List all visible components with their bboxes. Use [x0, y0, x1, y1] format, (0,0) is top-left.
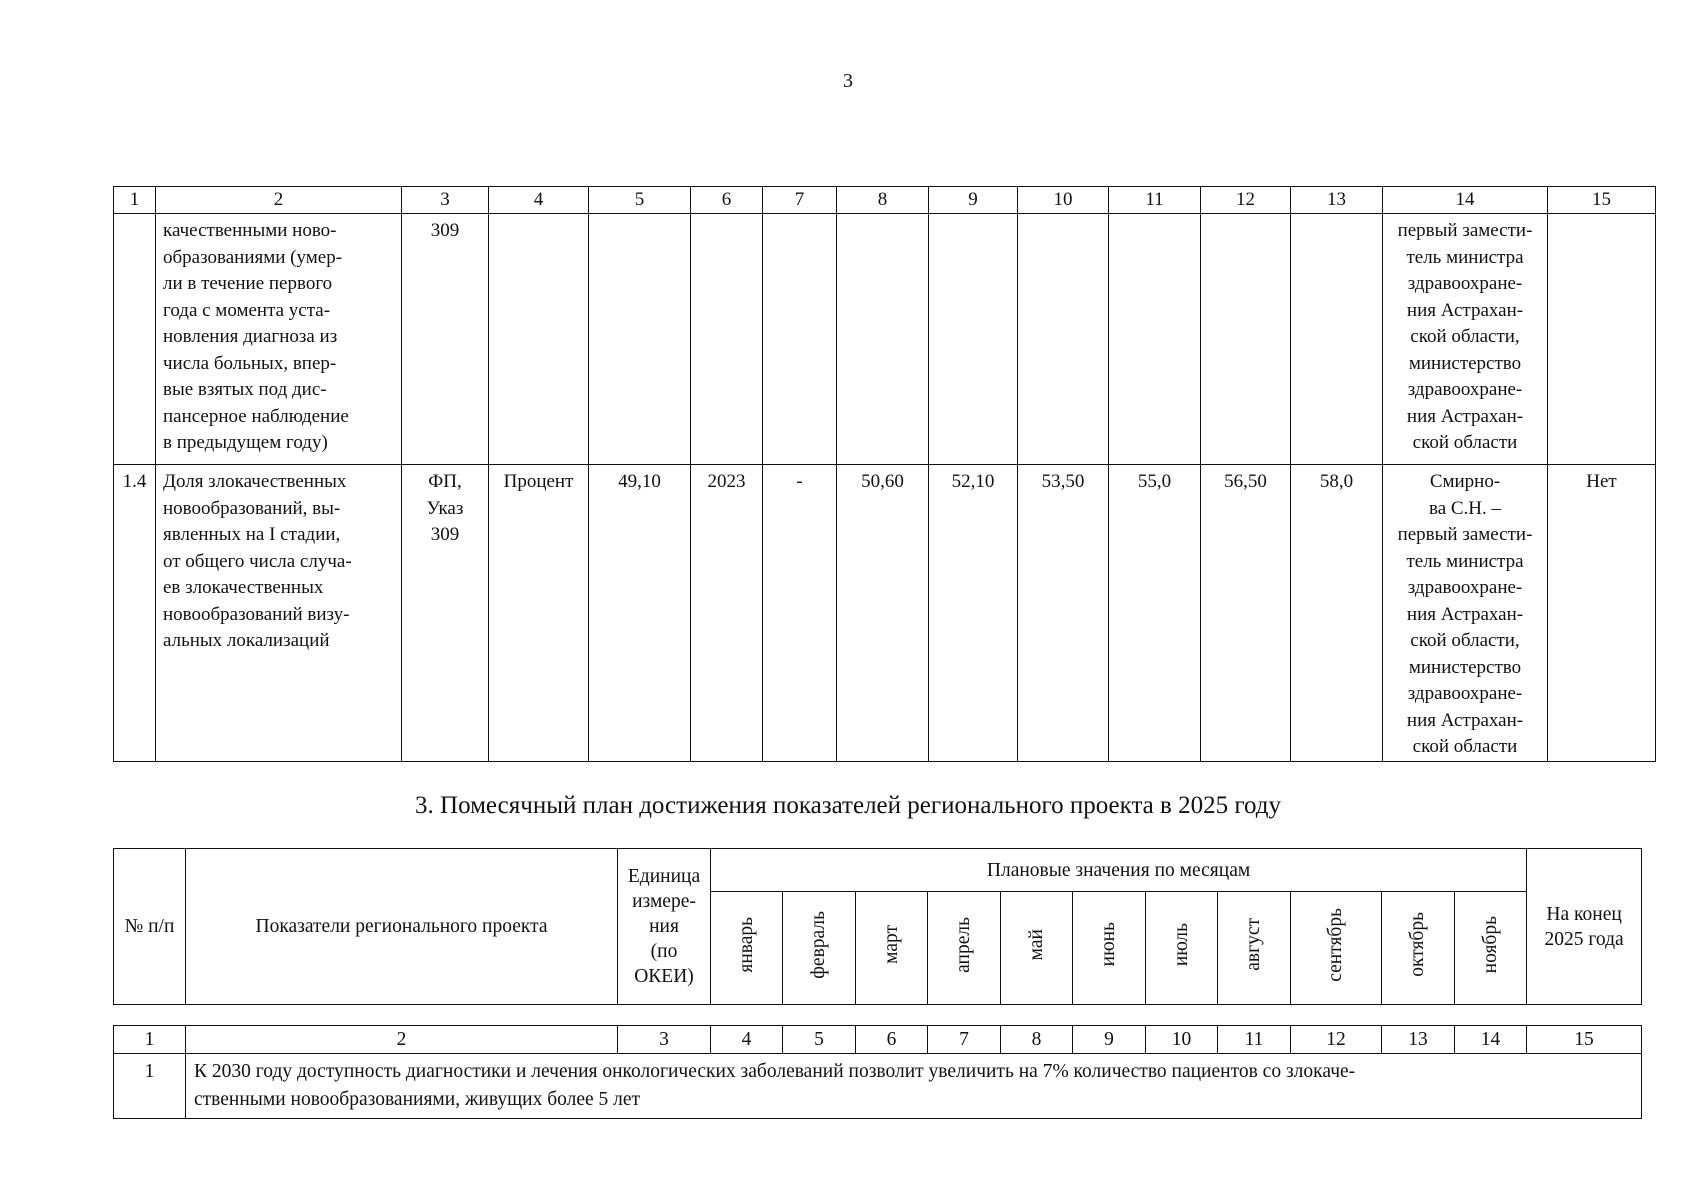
text-line: министерство — [1408, 656, 1522, 678]
column-number: 4 — [489, 187, 589, 214]
column-number: 12 — [1291, 1026, 1382, 1054]
month-label: февраль — [808, 910, 829, 979]
base-year-cell — [691, 214, 763, 465]
text-line: ФП, — [428, 471, 462, 492]
month-header — [1218, 892, 1291, 1005]
column-number: 8 — [837, 187, 929, 214]
responsible-cell — [1383, 465, 1548, 762]
text-line: в предыдущем году) — [163, 432, 328, 453]
text-line: ния — [649, 916, 679, 937]
text-line: На конец — [1546, 903, 1622, 925]
column-number: 2 — [186, 1026, 618, 1054]
text-line: ственными новообразованиями, живущих более 5 лет — [194, 1089, 641, 1110]
text-line: здравоохране- — [1407, 577, 1523, 598]
monthly-plan-header-table — [113, 848, 1642, 1005]
text-line: новообразований, вы- — [163, 497, 341, 519]
text-line: образованиями (умер- — [163, 246, 343, 268]
text-line: первый замести- — [1397, 524, 1533, 545]
text-line: года с момента уста- — [163, 299, 331, 321]
month-header — [1382, 892, 1455, 1005]
text-line: ОКЕИ) — [634, 966, 694, 987]
text-line: министерство — [1408, 352, 1522, 374]
month-label: август — [1243, 918, 1264, 971]
column-number: 6 — [856, 1026, 928, 1054]
month-label: январь — [735, 916, 757, 973]
value-cell: 56,50 — [1201, 465, 1291, 762]
column-number: 5 — [783, 1026, 856, 1054]
unit-header — [618, 849, 711, 1005]
text-line: здравоохране- — [1407, 683, 1523, 704]
column-number: 5 — [589, 187, 691, 214]
month-header — [1001, 892, 1073, 1005]
text-line: ния Астрахан- — [1406, 709, 1524, 731]
column-number: 7 — [763, 187, 837, 214]
month-label: ноябрь — [1479, 915, 1501, 974]
text-line: К 2030 году доступность диагностики и лечения онкологических заболеваний позволит увеличить на 7% количество пациентов со злокаче- — [194, 1061, 1356, 1082]
text-line: ния Астрахан- — [1406, 405, 1524, 427]
unit-cell — [489, 214, 589, 465]
page-number: 3 — [843, 70, 853, 92]
text-line: от общего числа случа- — [163, 550, 352, 572]
text-line: числа больных, впер- — [163, 352, 337, 374]
text-line: 309 — [430, 220, 460, 241]
unit-cell: Процент — [489, 465, 589, 762]
column-number: 4 — [711, 1026, 783, 1054]
base-year-cell: 2023 — [691, 465, 763, 762]
indicators-table — [113, 186, 1656, 762]
month-label: октябрь — [1407, 912, 1428, 977]
extra-cell: Нет — [1548, 465, 1656, 762]
month-header — [856, 892, 928, 1005]
text-line: ской области — [1412, 736, 1518, 757]
table-row — [114, 465, 1656, 762]
value-cell: 58,0 — [1291, 465, 1383, 762]
column-number: 6 — [691, 187, 763, 214]
indicator-name — [156, 214, 402, 465]
column-number: 3 — [402, 187, 489, 214]
text-line: тель министра — [1406, 550, 1524, 572]
row-number — [114, 214, 156, 465]
end-of-year-header — [1527, 849, 1642, 1005]
column-number: 14 — [1455, 1026, 1527, 1054]
indicators-header: Показатели регионального проекта — [186, 849, 618, 1005]
text-line: пансерное наблюдение — [163, 405, 349, 427]
column-number: 14 — [1383, 187, 1548, 214]
table-header-row — [114, 1026, 1642, 1054]
column-number: 9 — [929, 187, 1018, 214]
value-cell: 55,0 — [1109, 465, 1201, 762]
column-number: 11 — [1109, 187, 1201, 214]
text-line: здравоохране- — [1407, 273, 1523, 294]
text-line: 309 — [430, 524, 460, 545]
month-header — [928, 892, 1001, 1005]
text-line: вые взятых под дис- — [163, 379, 327, 400]
month-label: июнь — [1098, 922, 1119, 967]
row-number: 1 — [114, 1054, 186, 1119]
value-cell — [1201, 214, 1291, 465]
text-line: Указ — [426, 497, 464, 519]
planned-values-header: Плановые значения по месяцам — [711, 849, 1527, 892]
column-number: 15 — [1548, 187, 1656, 214]
text-line: ской области, — [1410, 630, 1520, 651]
text-line: здравоохране- — [1407, 379, 1523, 400]
value-cell — [1291, 214, 1383, 465]
table-header-row — [114, 187, 1656, 214]
indicator-level — [402, 465, 489, 762]
month-label: апрель — [953, 916, 974, 973]
table-row — [114, 1054, 1642, 1119]
column-number: 3 — [618, 1026, 711, 1054]
text-line: ли в течение первого — [163, 273, 333, 294]
column-number: 13 — [1291, 187, 1383, 214]
column-number: 8 — [1001, 1026, 1073, 1054]
column-number: 13 — [1382, 1026, 1455, 1054]
text-line: качественными ново- — [163, 220, 337, 241]
value-cell: 50,60 — [837, 465, 929, 762]
extra-cell — [1548, 214, 1656, 465]
column-number: 11 — [1218, 1026, 1291, 1054]
text-line: ва С.Н. – — [1428, 497, 1502, 519]
value-cell — [837, 214, 929, 465]
section-title: 3. Помесячный план достижения показателей регионального проекта в 2025 году — [415, 792, 1281, 819]
indicator-name — [156, 465, 402, 762]
goal-text — [186, 1054, 1642, 1119]
text-line: Доля злокачественных — [163, 471, 347, 492]
value-cell: 52,10 — [929, 465, 1018, 762]
value-cell — [1109, 214, 1201, 465]
text-line: явленных на I стадии, — [163, 524, 341, 545]
text-line: первый замести- — [1397, 220, 1533, 241]
column-number: 2 — [156, 187, 402, 214]
month-header — [711, 892, 783, 1005]
month-label: июль — [1170, 922, 1192, 967]
column-number: 1 — [114, 1026, 186, 1054]
column-number: 10 — [1146, 1026, 1218, 1054]
month-header — [1146, 892, 1218, 1005]
text-line: тель министра — [1406, 246, 1524, 268]
value-cell: 53,50 — [1018, 465, 1109, 762]
text-line: Смирно- — [1429, 471, 1501, 492]
text-line: Единица — [627, 866, 701, 887]
text-line: новообразований визу- — [163, 603, 350, 625]
value-cell — [929, 214, 1018, 465]
month-header — [1455, 892, 1527, 1005]
num-header: № п/п — [114, 849, 186, 1005]
value-cell — [763, 214, 837, 465]
text-line: ской области, — [1410, 326, 1520, 347]
column-number: 10 — [1018, 187, 1109, 214]
column-number: 9 — [1073, 1026, 1146, 1054]
value-cell — [1018, 214, 1109, 465]
column-number: 15 — [1527, 1026, 1642, 1054]
column-number: 7 — [928, 1026, 1001, 1054]
table-row — [114, 214, 1656, 465]
column-number: 12 — [1201, 187, 1291, 214]
indicator-level — [402, 214, 489, 465]
column-number: 1 — [114, 187, 156, 214]
text-line: измере- — [632, 891, 696, 912]
base-value-cell: 49,10 — [589, 465, 691, 762]
text-line: ния Астрахан- — [1406, 299, 1524, 321]
text-line: альных локализаций — [163, 630, 330, 651]
table-header-row — [114, 849, 1642, 892]
responsible-cell — [1383, 214, 1548, 465]
row-number: 1.4 — [114, 465, 156, 762]
month-header — [1291, 892, 1382, 1005]
text-line: ния Астрахан- — [1406, 603, 1524, 625]
month-label: сентябрь — [1325, 907, 1346, 982]
value-cell: - — [763, 465, 837, 762]
monthly-plan-table — [113, 1025, 1642, 1119]
text-line: ской области — [1412, 432, 1518, 453]
text-line: ев злокачественных — [163, 577, 324, 598]
month-header — [783, 892, 856, 1005]
text-line: (по — [650, 941, 678, 962]
text-line: новления диагноза из — [163, 326, 338, 347]
month-header — [1073, 892, 1146, 1005]
base-value-cell — [589, 214, 691, 465]
text-line: 2025 года — [1544, 928, 1624, 950]
month-label: март — [880, 925, 902, 964]
month-label: май — [1025, 928, 1047, 961]
